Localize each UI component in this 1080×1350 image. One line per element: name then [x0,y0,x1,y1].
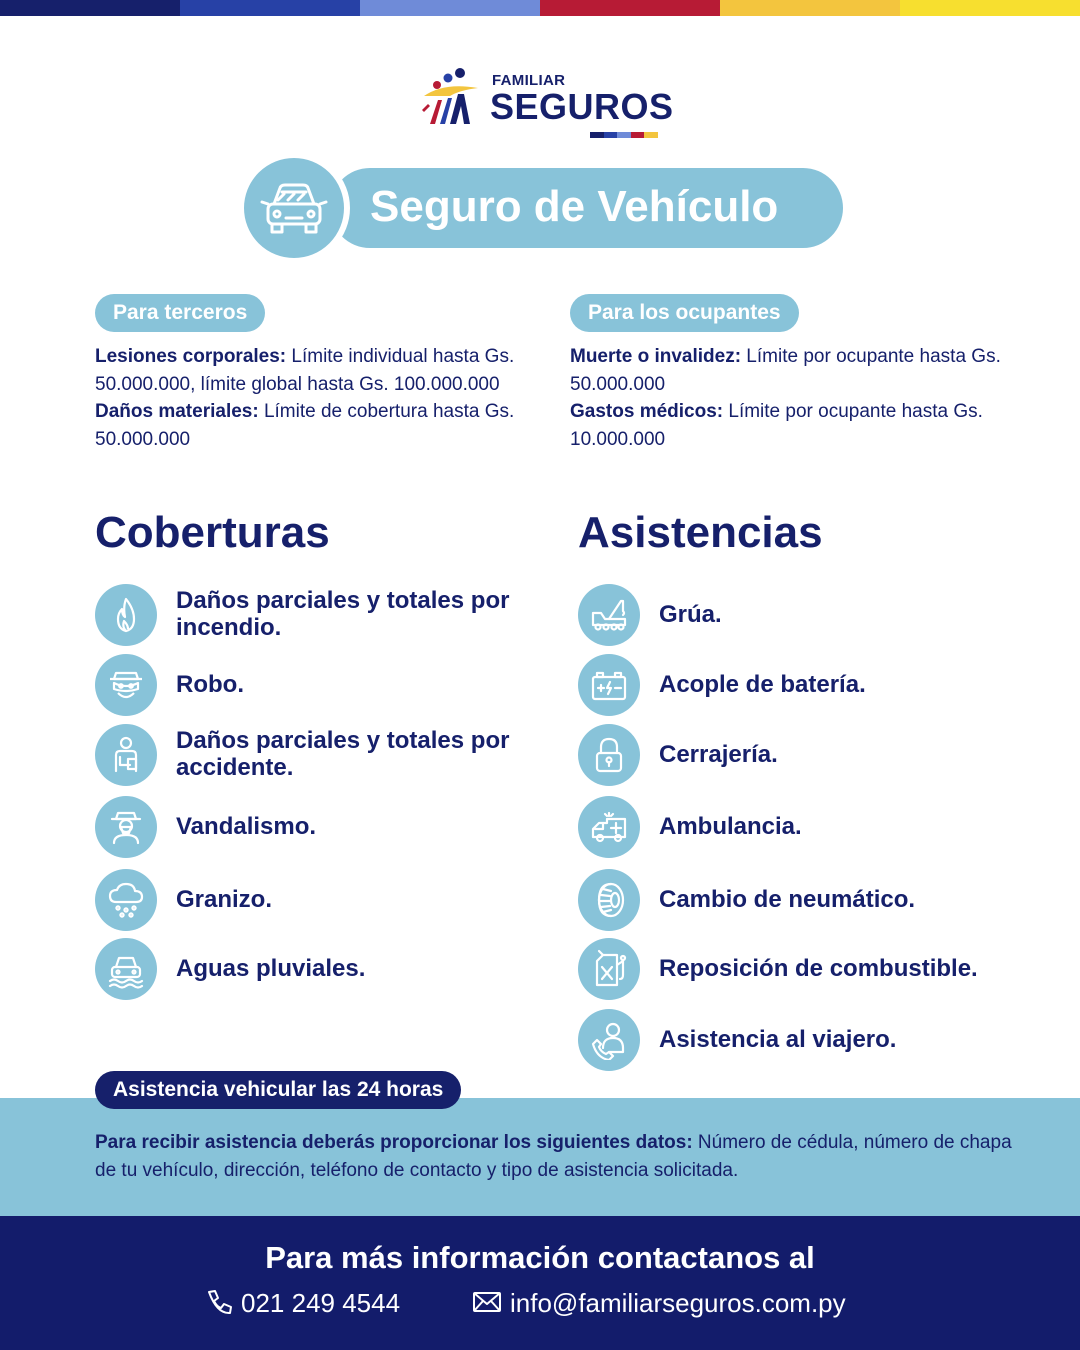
coverage-item-fire [95,584,535,646]
assistance-item-locksmith [578,724,1028,786]
family-figures-icon [420,66,486,132]
assistance-item-battery [578,654,1028,716]
assistance-label-traveler: Asistencia al viajero. [659,1026,897,1053]
medical-expenses-label: Gastos médicos: [570,401,724,422]
car-front-icon [258,172,330,244]
tow-crane-icon [589,595,629,635]
injured-person-icon [106,735,146,775]
color-stripe-periwinkle [360,0,540,16]
footer-phone-number: 021 249 4544 [241,1288,401,1318]
death-disability-label: Muerte o invalidez: [570,346,742,367]
vandal-icon [106,807,146,847]
assistance-label-tow: Grúa. [659,601,722,628]
assistance-item-fuel [578,938,1028,1000]
flooded-car-icon [106,949,146,989]
death-disability-text: Límite por ocupante hasta Gs. 50.000.000 [570,346,1001,395]
coverage-item-rainwater [95,938,535,1000]
occupants-details [570,343,1025,453]
assistance-label-ambulance: Ambulancia. [659,813,802,840]
coverage-label-hail: Granizo. [176,886,273,913]
coverage-item-theft [95,654,535,716]
color-stripe-red [540,0,720,16]
page-title: Seguro de Vehículo [370,182,779,231]
assistance-info-text [95,1129,1035,1185]
coverage-label-accident: Daños parciales y totales por accidente. [176,727,510,781]
coverages-heading: Coberturas [95,508,330,557]
hail-cloud-icon [106,880,146,920]
coverage-item-vandalism [95,796,535,858]
color-stripe-gold [720,0,900,16]
assistance-info-label: Para recibir asistencia deberás proporcionar los siguientes datos: [95,1132,693,1153]
top-color-bar [0,0,1080,16]
assistance-item-tire [578,869,1028,931]
color-stripe-blue [180,0,360,16]
assistance-label-fuel: Reposición de combustible. [659,955,978,982]
medical-expenses-text: Límite por ocupante hasta Gs. 10.000.000 [570,401,983,450]
assistance-info-detail: Número de cédula, número de chapa de tu vehículo, dirección, teléfono de contacto y tipo de asistencia solicitada. [95,1132,1012,1181]
assistance-label-tire: Cambio de neumático. [659,886,916,913]
property-damage-label: Daños materiales: [95,401,259,422]
ambulance-icon [589,807,629,847]
coverage-label-rainwater: Aguas pluviales. [176,955,366,982]
assistance-label-locksmith: Cerrajería. [659,741,778,768]
coverage-item-accident [95,724,535,786]
third-party-tag: Para terceros [95,294,265,332]
footer-email[interactable] [472,1288,846,1319]
logo-stripes [590,132,658,138]
assistances-heading: Asistencias [578,508,823,557]
brand-name-big: SEGUROS [490,86,674,127]
contact-footer [0,1216,1080,1350]
tire-icon [589,880,629,920]
assistance-item-traveler [578,1009,1028,1071]
brand-logo [420,64,674,144]
third-party-details [95,343,535,453]
assistance-item-tow [578,584,1028,646]
assistance-label-battery: Acople de batería. [659,671,866,698]
fuel-can-icon [589,949,629,989]
color-stripe-navy [0,0,180,16]
bodily-injury-label: Lesiones corporales: [95,346,287,367]
title-car-badge [238,152,350,264]
coverage-label-fire: Daños parciales y totales por incendio. [176,587,510,641]
footer-email-address: info@familiarseguros.com.py [510,1288,846,1318]
coverage-item-hail [95,869,535,931]
assistance-item-ambulance [578,796,1028,858]
bodily-injury-text: Límite individual hasta Gs. 50.000.000, límite global hasta Gs. 100.000.000 [95,346,515,395]
brand-name-small: FAMILIAR [492,72,566,89]
battery-icon [589,665,629,705]
phone-icon [205,1288,233,1316]
footer-phone[interactable] [205,1288,400,1319]
padlock-icon [589,735,629,775]
traveler-phone-icon [589,1020,629,1060]
title-banner [330,168,843,248]
flame-icon [106,595,146,635]
assistance-24h-tag: Asistencia vehicular las 24 horas [95,1071,461,1109]
thief-mask-icon [106,665,146,705]
color-stripe-yellow [900,0,1080,16]
occupants-tag: Para los ocupantes [570,294,799,332]
envelope-icon [472,1290,502,1314]
coverage-label-theft: Robo. [176,671,244,698]
coverage-label-vandalism: Vandalismo. [176,813,317,840]
property-damage-text: Límite de cobertura hasta Gs. 50.000.000 [95,401,515,450]
footer-title: Para más información contactanos al [265,1240,815,1275]
